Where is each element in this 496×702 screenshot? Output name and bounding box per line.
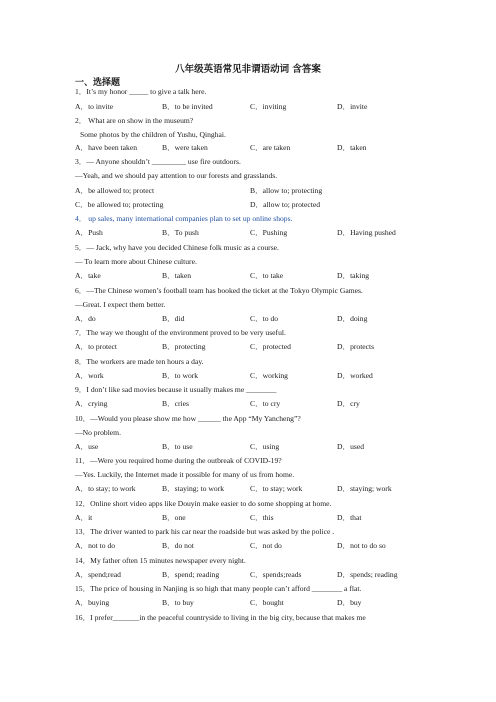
question-1-stem-line: 1．It’s my honor _____ to give a talk here. [75, 87, 207, 96]
option-B[interactable]: B．To push [162, 228, 199, 237]
question-3-options-row [75, 186, 425, 196]
option-D[interactable]: D．doing [337, 314, 368, 323]
question-15-options-row [75, 598, 425, 608]
option-D[interactable]: D．staying; work [337, 484, 392, 493]
option-D[interactable]: D．protects [337, 342, 375, 351]
question-10-stem-line: —No problem. [75, 428, 121, 437]
option-C[interactable]: C．using [250, 442, 280, 451]
option-A[interactable]: A．to invite [75, 102, 114, 111]
option-C[interactable]: C．Pushing [250, 228, 288, 237]
question-11-stem-line: 11．—Were you required home during the outbreak of COVID-19? [75, 456, 282, 465]
question-13-options-row [75, 541, 425, 551]
option-A[interactable]: A．to protect [75, 342, 117, 351]
option-C[interactable]: C．this [250, 513, 274, 522]
option-B[interactable]: B．to be invited [162, 102, 213, 111]
option-A[interactable]: A．not to do [75, 541, 116, 550]
option-B[interactable]: B．to use [162, 442, 193, 451]
question-10-stem-line: 10．—Would you please show me how ______ the App “My Yancheng”? [75, 414, 301, 423]
question-6-options-row [75, 314, 425, 324]
option-C[interactable]: C．working [250, 371, 288, 380]
option-A[interactable]: A．have been taken [75, 143, 137, 152]
question-1-options-row [75, 102, 425, 112]
option-C[interactable]: C．inviting [250, 102, 287, 111]
option-C[interactable]: C．protected [250, 342, 291, 351]
option-B[interactable]: B．staying; to work [162, 484, 225, 493]
option-B[interactable]: B．one [162, 513, 186, 522]
question-8-stem-line: 8．The workers are made ten hours a day. [75, 357, 204, 366]
option-B[interactable]: B．do not [162, 541, 194, 550]
question-9-stem-line: 9．I don’t like sad movies because it usually makes me ________ [75, 385, 277, 394]
option-B[interactable]: B．allow to; protecting [250, 186, 323, 195]
question-11-stem-line: —Yes. Luckily, the Internet made it possible for many of us from home. [75, 470, 295, 479]
question-3-options-row [75, 200, 425, 210]
option-B[interactable]: B．to buy [162, 598, 194, 607]
option-C[interactable]: C．to stay; work [250, 484, 303, 493]
question-2-stem-line: 2． What are on show in the museum? [75, 116, 194, 125]
question-5-stem-line: 5．— Jack, why have you decided Chinese folk music as a course. [75, 243, 279, 252]
option-C[interactable]: C．to take [250, 271, 284, 280]
option-B[interactable]: B．taken [162, 271, 192, 280]
option-B[interactable]: B．were taken [162, 143, 208, 152]
question-6-stem-line: —Great. I expect them better. [75, 300, 166, 309]
option-B[interactable]: B．cries [162, 399, 189, 408]
section-heading: 一、选择题 [75, 78, 121, 88]
question-11-options-row [75, 484, 425, 494]
option-C[interactable]: C．to do [250, 314, 279, 323]
question-4-options-row [75, 228, 425, 238]
option-C[interactable]: C．not do [250, 541, 282, 550]
option-A[interactable]: A．Push [75, 228, 103, 237]
question-9-options-row [75, 399, 425, 409]
option-A[interactable]: A．use [75, 442, 99, 451]
option-A[interactable]: A．be allowed to; protect [75, 186, 155, 195]
option-D[interactable]: D．taking [337, 271, 370, 280]
question-2-options-row [75, 143, 425, 153]
option-D[interactable]: D．taken [337, 143, 367, 152]
question-12-options-row [75, 513, 425, 523]
question-8-options-row [75, 371, 425, 381]
option-C[interactable]: C．bought [250, 598, 284, 607]
option-C[interactable]: C．to cry [250, 399, 281, 408]
question-6-stem-line: 6．—The Chinese women’s football team has booked the ticket at the Tokyo Olympic Games. [75, 286, 363, 295]
option-D[interactable]: D．not to do so [337, 541, 386, 550]
question-3-stem-line: 3．— Anyone shouldn’t _________ use fire outdoors. [75, 157, 241, 166]
question-14-options-row [75, 570, 425, 580]
option-A[interactable]: A．work [75, 371, 104, 380]
question-7-options-row [75, 342, 425, 352]
question-3-stem-line: —Yeah, and we should pay attention to our forests and grasslands. [75, 171, 278, 180]
question-7-stem-line: 7．The way we thought of the environment proved to be very useful. [75, 328, 286, 337]
question-15-stem-line: 15．The price of housing in Nanjing is so high that many people can’t afford ________ a flat. [75, 584, 362, 593]
option-A[interactable]: A．to stay; to work [75, 484, 136, 493]
option-C[interactable]: C．spends;reads [250, 570, 302, 579]
question-2-stem-line: Some photos by the children of Yushu, Qinghai. [80, 130, 226, 139]
option-B[interactable]: B．spend; reading [162, 570, 220, 579]
option-D[interactable]: D．that [337, 513, 362, 522]
option-D[interactable]: D．allow to; protected [250, 200, 321, 209]
option-C[interactable]: C．be allowed to; protecting [75, 200, 164, 209]
option-A[interactable]: A．take [75, 271, 101, 280]
option-C[interactable]: C．are taken [250, 143, 291, 152]
option-B[interactable]: B．did [162, 314, 185, 323]
option-D[interactable]: D．worked [337, 371, 373, 380]
option-D[interactable]: D．invite [337, 102, 368, 111]
question-12-stem-line: 12．Online short video apps like Douyin make easier to do some shopping at home. [75, 499, 332, 508]
question-5-options-row [75, 271, 425, 281]
option-A[interactable]: A．it [75, 513, 93, 522]
question-14-stem-line: 14．My father often 15 minutes newspaper every night. [75, 556, 246, 565]
option-A[interactable]: A．buying [75, 598, 110, 607]
question-10-options-row [75, 442, 425, 452]
option-A[interactable]: A．do [75, 314, 96, 323]
option-A[interactable]: A．crying [75, 399, 108, 408]
document-title: 八年级英语常见非谓语动词 含答案 [175, 64, 321, 75]
option-A[interactable]: A．spend;read [75, 570, 121, 579]
question-13-stem-line: 13．The driver wanted to park his car near the roadside but was asked by the police . [75, 527, 335, 536]
question-5-stem-line: — To learn more about Chinese culture. [75, 257, 197, 266]
option-D[interactable]: D．cry [337, 399, 360, 408]
option-D[interactable]: D．used [337, 442, 364, 451]
question-4-stem-line: 4． up sales, many international companies plan to set up online shops. [75, 214, 293, 223]
option-B[interactable]: B．protecting [162, 342, 206, 351]
option-D[interactable]: D．spends; reading [337, 570, 398, 579]
question-16-stem-line: 16．I prefer_______in the peaceful countryside to living in the big city, because that makes me [75, 613, 366, 622]
option-B[interactable]: B．to work [162, 371, 199, 380]
option-D[interactable]: D．Having pushed [337, 228, 396, 237]
option-D[interactable]: D．buy [337, 598, 362, 607]
